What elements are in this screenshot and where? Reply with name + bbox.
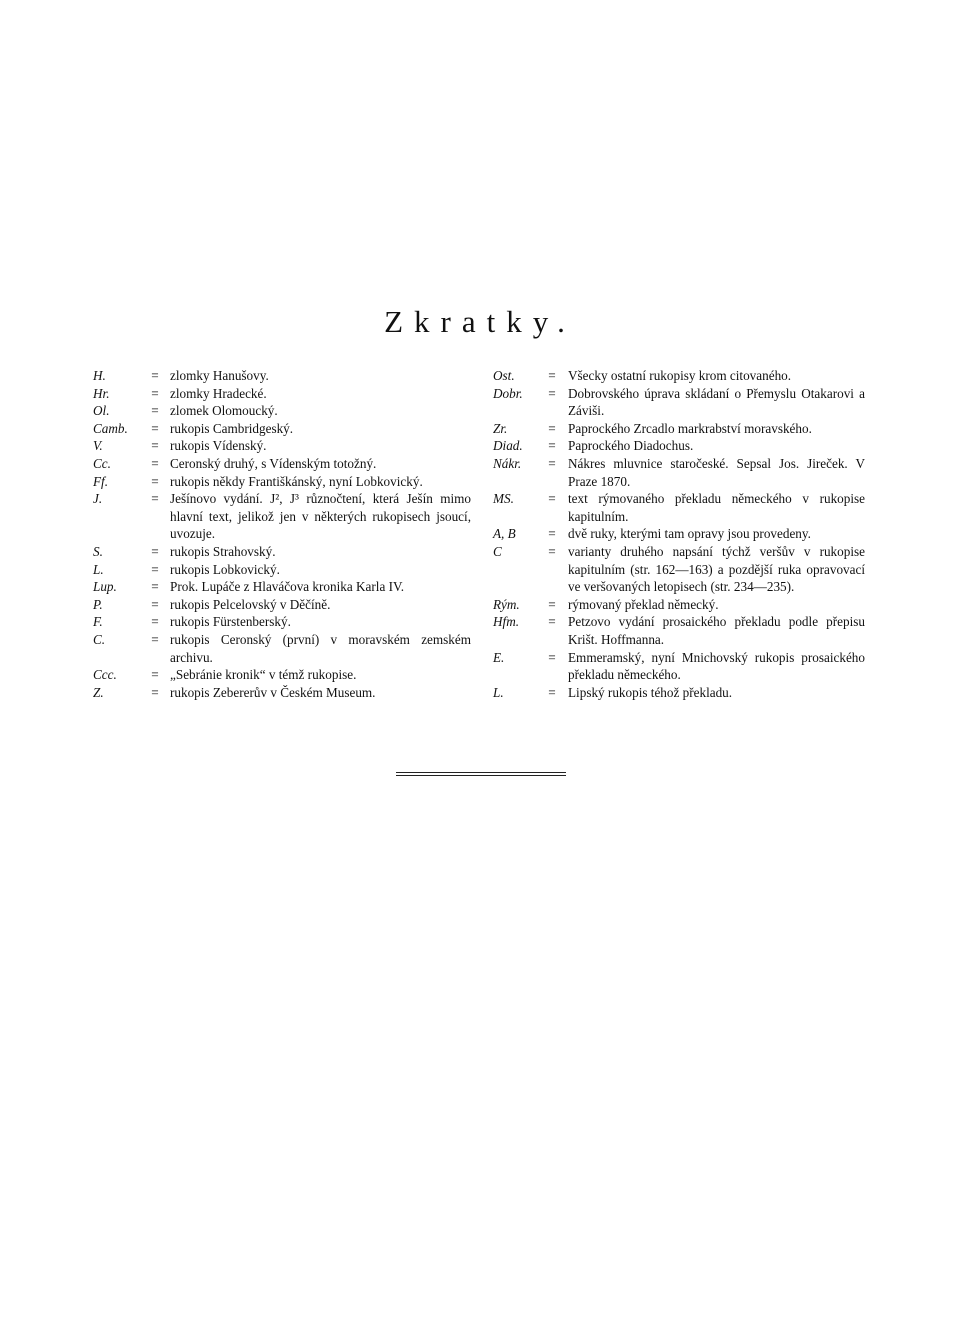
equals-sign: = xyxy=(548,543,556,559)
abbreviation-definition: rukopis Fürstenberský. xyxy=(170,614,291,630)
closing-double-rule xyxy=(396,772,566,776)
equals-sign: = xyxy=(548,438,556,454)
abbreviation-entry xyxy=(493,596,865,614)
abbreviations-right-column xyxy=(493,367,865,701)
abbreviation-definition: zlomky Hradecké. xyxy=(170,385,267,401)
abbreviation-term: Zr. xyxy=(493,420,508,436)
equals-sign: = xyxy=(548,614,556,630)
abbreviation-entry xyxy=(93,578,471,596)
abbreviation-term: Z. xyxy=(93,684,104,700)
equals-sign: = xyxy=(151,596,159,612)
equals-sign: = xyxy=(151,385,159,401)
abbreviation-definition: varianty druhého napsání týchž veršův v rukopise kapitulním (str. 162—163) a pozdější ruka opravovací ve veršovaných letopisech (str. 234—235). xyxy=(568,543,865,595)
equals-sign: = xyxy=(151,473,159,489)
abbreviation-term: P. xyxy=(93,596,103,612)
equals-sign: = xyxy=(151,579,159,595)
abbreviation-term: Diad. xyxy=(493,438,523,454)
abbreviation-entry xyxy=(493,437,865,455)
equals-sign: = xyxy=(151,543,159,559)
abbreviation-entry xyxy=(93,367,471,385)
abbreviation-term: L. xyxy=(493,684,504,700)
equals-sign: = xyxy=(151,491,159,507)
abbreviation-entry xyxy=(93,561,471,579)
abbreviation-entry xyxy=(493,525,865,543)
equals-sign: = xyxy=(151,403,159,419)
equals-sign: = xyxy=(548,596,556,612)
abbreviation-term: F. xyxy=(93,614,103,630)
abbreviation-term: Rým. xyxy=(493,596,520,612)
abbreviation-definition: Paprockého Zrcadlo markrabství moravského. xyxy=(568,420,812,436)
abbreviation-term: L. xyxy=(93,561,104,577)
page-title: Zkratky. xyxy=(384,304,576,339)
abbreviation-term: J. xyxy=(93,491,103,507)
abbreviation-term: Hfm. xyxy=(493,614,520,630)
abbreviation-term: H. xyxy=(93,368,106,383)
abbreviation-entry xyxy=(93,455,471,473)
equals-sign: = xyxy=(151,561,159,577)
abbreviation-term: Ost. xyxy=(493,368,515,383)
abbreviation-entry xyxy=(93,420,471,438)
abbreviation-definition: rukopis Vídenský. xyxy=(170,438,267,454)
equals-sign: = xyxy=(151,667,159,683)
abbreviations-left-column xyxy=(93,367,471,701)
abbreviation-definition: zlomky Hanušovy. xyxy=(170,368,269,383)
abbreviation-entry xyxy=(493,613,865,648)
equals-sign: = xyxy=(151,368,159,383)
abbreviation-definition: rukopis Zebererův v Českém Museum. xyxy=(170,684,376,700)
abbreviation-entry xyxy=(493,367,865,385)
abbreviation-term: E. xyxy=(493,649,505,665)
equals-sign: = xyxy=(151,420,159,436)
abbreviation-term: Cc. xyxy=(93,455,111,471)
abbreviation-definition: Dobrovského úprava skládaní o Přemyslu Otakarovi a Záviši. xyxy=(568,385,865,419)
abbreviation-entry xyxy=(93,631,471,666)
abbreviation-definition: Ješínovo vydání. J², J³ různočtení, která Ješín mimo hlavní text, jelikož jen v některých rukopisech jsoucí, uvozuje. xyxy=(170,491,471,542)
abbreviation-definition: Nákres mluvnice staročeské. Sepsal Jos. Jireček. V Praze 1870. xyxy=(568,455,865,489)
abbreviation-definition: Petzovo vydání prosaického překladu podle přepisu Krišt. Hoffmanna. xyxy=(568,614,865,647)
abbreviation-entry xyxy=(93,596,471,614)
equals-sign: = xyxy=(548,368,556,383)
abbreviation-definition: rukopis Ceronský (první) v moravském zemském archivu. xyxy=(170,631,471,665)
abbreviation-definition: rukopis Lobkovický. xyxy=(170,561,280,577)
abbreviation-definition: zlomek Olomoucký. xyxy=(170,403,278,419)
abbreviation-term: Lup. xyxy=(93,579,117,595)
abbreviation-entry xyxy=(493,455,865,490)
abbreviation-term: S. xyxy=(93,543,103,559)
abbreviation-term: V. xyxy=(93,438,103,454)
abbreviation-definition: rýmovaný překlad německý. xyxy=(568,596,719,612)
equals-sign: = xyxy=(548,684,556,700)
abbreviation-definition: „Sebránie kronik“ v témž rukopise. xyxy=(170,667,357,683)
abbreviation-entry xyxy=(493,385,865,420)
equals-sign: = xyxy=(151,631,159,647)
equals-sign: = xyxy=(151,684,159,700)
abbreviation-entry xyxy=(93,666,471,684)
abbreviation-entry xyxy=(93,613,471,631)
equals-sign: = xyxy=(151,455,159,471)
abbreviation-entry xyxy=(93,543,471,561)
abbreviation-entry xyxy=(93,385,471,403)
abbreviation-definition: rukopis Cambridgeský. xyxy=(170,420,294,436)
abbreviation-term: C. xyxy=(93,631,106,647)
abbreviation-entry xyxy=(93,684,471,702)
abbreviation-definition: rukopis Strahovský. xyxy=(170,543,276,559)
abbreviation-term: Nákr. xyxy=(493,455,522,471)
abbreviation-definition: rukopis Pelcelovský v Děčíně. xyxy=(170,596,331,612)
abbreviation-entry xyxy=(493,420,865,438)
abbreviation-term: Dobr. xyxy=(493,385,523,401)
abbreviation-term: Ol. xyxy=(93,403,110,419)
abbreviation-definition: Prok. Lupáče z Hlaváčova kronika Karla IV. xyxy=(170,579,405,595)
abbreviation-entry xyxy=(93,437,471,455)
abbreviation-term: Ff. xyxy=(93,473,109,489)
abbreviation-definition: Ceronský druhý, s Vídenským totožný. xyxy=(170,455,377,471)
abbreviation-definition: Paprockého Diadochus. xyxy=(568,438,694,454)
abbreviation-definition: text rýmovaného překladu německého v rukopise kapitulním. xyxy=(568,491,865,524)
abbreviation-definition: Všecky ostatní rukopisy krom citovaného. xyxy=(568,368,792,383)
equals-sign: = xyxy=(548,526,556,542)
abbreviation-entry xyxy=(493,543,865,596)
abbreviation-term: C xyxy=(493,543,502,559)
equals-sign: = xyxy=(151,614,159,630)
abbreviation-definition: rukopis někdy Františkánský, nyní Lobkovický. xyxy=(170,473,423,489)
equals-sign: = xyxy=(548,385,556,401)
equals-sign: = xyxy=(548,455,556,471)
abbreviation-entry xyxy=(93,473,471,491)
abbreviation-definition: Emmeramský, nyní Mnichovský rukopis prosaického překladu německého. xyxy=(568,649,865,683)
equals-sign: = xyxy=(548,420,556,436)
abbreviation-term: Camb. xyxy=(93,420,128,436)
abbreviation-entry xyxy=(93,402,471,420)
equals-sign: = xyxy=(151,438,159,454)
abbreviation-entry xyxy=(493,490,865,525)
abbreviation-entry xyxy=(493,649,865,684)
abbreviation-term: Hr. xyxy=(93,385,110,401)
equals-sign: = xyxy=(548,491,556,507)
abbreviation-definition: Lipský rukopis téhož překladu. xyxy=(568,684,733,700)
abbreviation-entry xyxy=(493,684,865,702)
abbreviation-term: MS. xyxy=(493,491,514,507)
abbreviation-term: A, B xyxy=(493,526,516,542)
equals-sign: = xyxy=(548,649,556,665)
abbreviation-definition: dvě ruky, kterými tam opravy jsou provedeny. xyxy=(568,526,811,542)
abbreviation-term: Ccc. xyxy=(93,667,117,683)
abbreviation-entry xyxy=(93,490,471,543)
